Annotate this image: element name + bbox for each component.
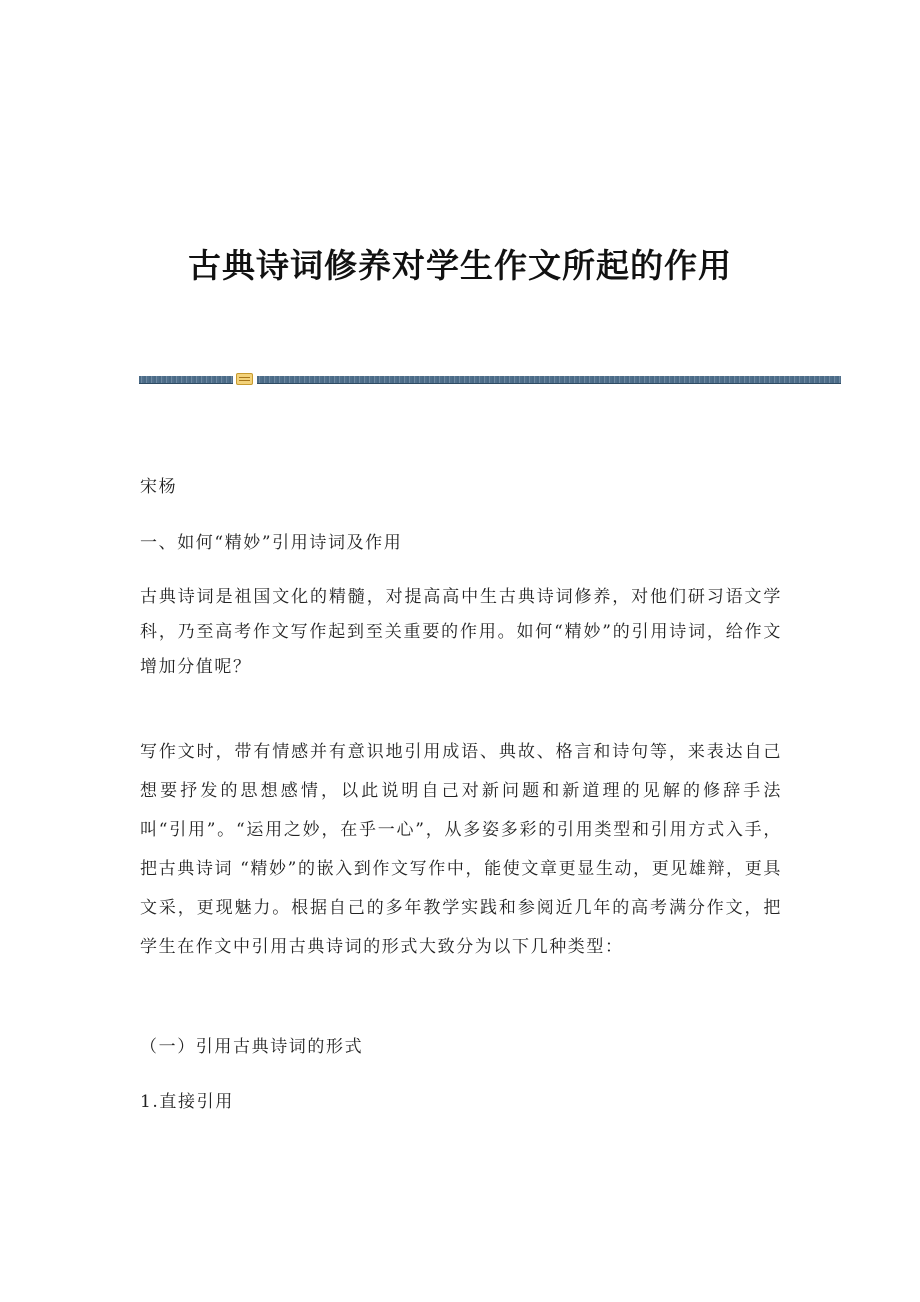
divider-bar-left <box>139 376 233 383</box>
document-title: 古典诗词修养对学生作文所起的作用 <box>188 246 732 286</box>
body-paragraph-1: 古典诗词是祖国文化的精髓，对提高高中生古典诗词修养，对他们研习语文学科，乃至高考作文写作起到至关重要的作用。如何“精妙”的引用诗词，给作文增加分值呢？ <box>140 587 782 677</box>
divider-ornament-icon <box>236 373 253 385</box>
author-name: 宋杨 <box>140 477 178 497</box>
subheading-forms: （一）引用古典诗词的形式 <box>140 1037 364 1057</box>
section-heading: 一、如何“精妙”引用诗词及作用 <box>140 533 403 553</box>
title-divider <box>139 372 841 386</box>
subheading-direct-quote: 1.直接引用 <box>140 1092 234 1112</box>
body-paragraph-2: 写作文时，带有情感并有意识地引用成语、典故、格言和诗句等，来表达自己想要抒发的思想感情，以此说明自己对新问题和新道理的见解的修辞手法叫“引用”。“运用之妙，在乎一心”，从多姿多彩的引用类型和引用方式入手，把古典诗词 “精妙”的嵌入到作文写作中，能使文章更显生动，更见雄辩，更具文采，更现魅力。根据自己的多年教学实践和参阅近几年的高考满分作文，把学生在作文中引用古典诗词的形式大致分为以下几种类型： <box>140 742 782 957</box>
divider-bar-right <box>257 376 841 383</box>
